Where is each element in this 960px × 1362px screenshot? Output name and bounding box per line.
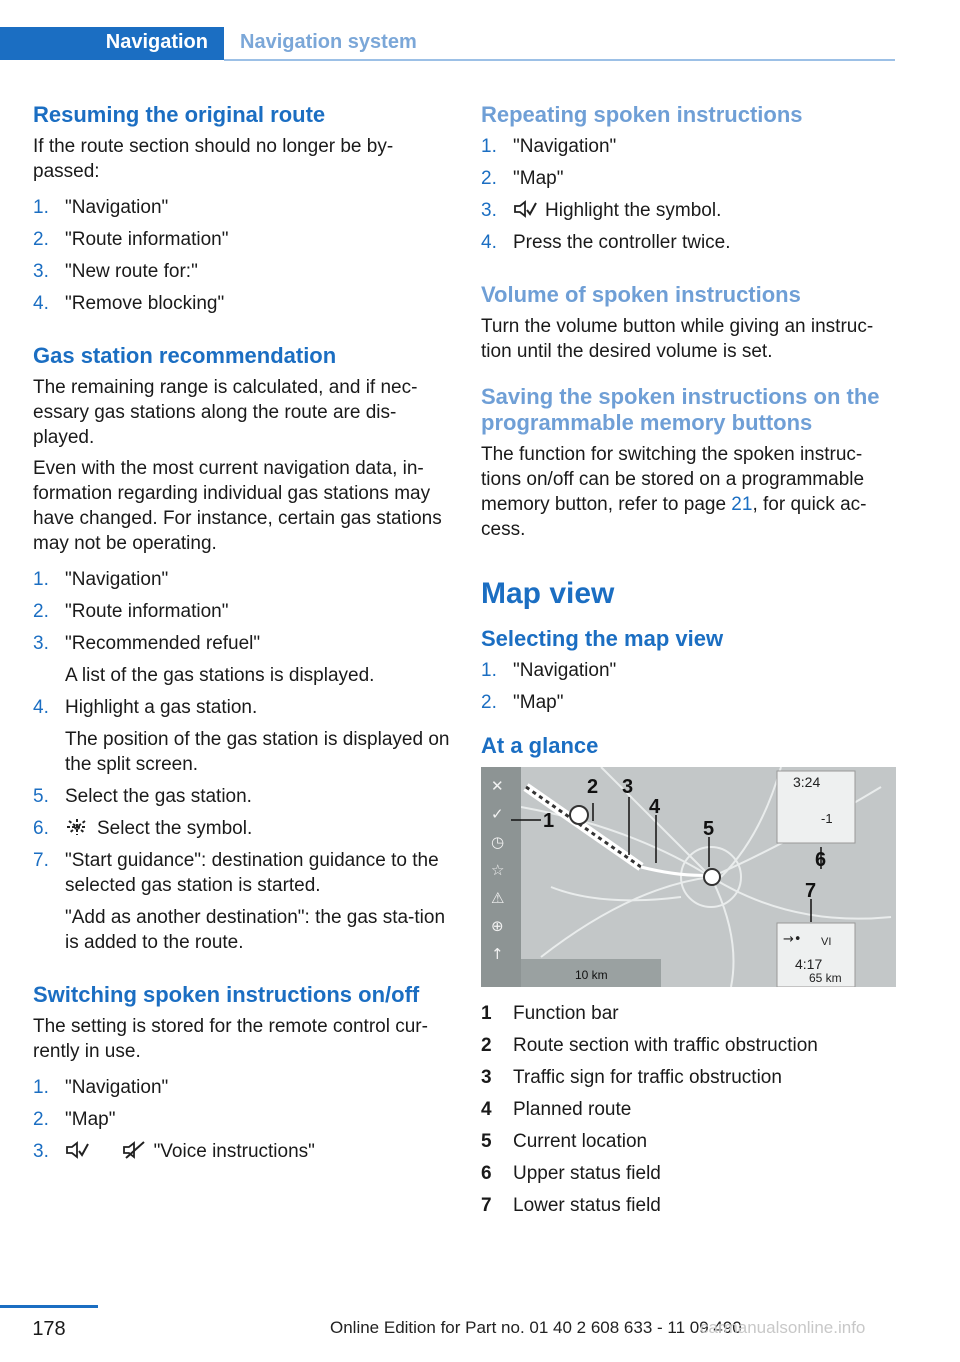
svg-text:2: 2 — [587, 776, 599, 798]
gas-paragraph-1: The remaining range is calculated, and if nec-essary gas stations along the route are dis-played. — [33, 377, 418, 448]
heading-repeat-spoken: Repeating spoken instructions — [481, 102, 803, 127]
list-item-note: "Add as another destination": the gas sta-tion is added to the route. — [65, 907, 446, 953]
map-screenshot — [481, 767, 896, 987]
heading-resume-route: Resuming the original route — [33, 102, 326, 127]
volume-text: Turn the volume button while giving an instruc-tion until the desired volume is set. — [481, 316, 874, 362]
legend-item: 3 Traffic sign for traffic obstruction — [481, 1067, 782, 1088]
legend-item: 1 Function bar — [481, 1003, 619, 1024]
svg-text:✓: ✓ — [491, 805, 504, 823]
voice-on-icon — [65, 1140, 89, 1160]
heading-spoken-instructions: Switching spoken instructions on/off — [33, 982, 420, 1007]
list-item: 6. Select the symbol. — [33, 818, 253, 839]
left-column — [33, 102, 451, 1171]
svg-text:5: 5 — [703, 818, 715, 840]
list-item: 3. "Recommended refuel" A list of the gas stations is displayed. — [33, 631, 451, 688]
svg-text:4: 4 — [649, 796, 661, 818]
legend-item: 4 Planned route — [481, 1099, 632, 1120]
heading-map-view: Map view — [481, 577, 615, 610]
heading-at-a-glance: At a glance — [481, 733, 599, 758]
list-item: 3. "New route for:" — [33, 261, 198, 282]
list-item: 2. "Map" — [481, 168, 564, 189]
heading-gas-station: Gas station recommendation — [33, 343, 337, 368]
svg-text:7: 7 — [805, 880, 817, 902]
list-item: 2. "Route information" — [33, 229, 229, 250]
heading-select-map-view: Selecting the map view — [481, 626, 724, 651]
list-item: 1. "Navigation" — [33, 1077, 169, 1098]
map-graphic — [481, 767, 896, 987]
gas-paragraph-2: Even with the most current navigation data, in-formation regarding individual gas stations may have changed. For instance, certain gas stations may not be operating. — [33, 458, 442, 554]
svg-text:◷: ◷ — [491, 833, 505, 851]
svg-text:⊕: ⊕ — [491, 917, 504, 935]
legend-item: 7 Lower status field — [481, 1195, 661, 1216]
svg-text:10 km: 10 km — [575, 968, 608, 982]
edition-footer: Online Edition for Part no. 01 40 2 608 633 - 11 09 490 — [330, 1318, 742, 1337]
header-rule — [224, 59, 895, 61]
saving-text: The function for switching the spoken instruc-tions on/off can be stored on a programmable memory button, refer to page 21, for quick ac-cess. — [481, 444, 867, 540]
svg-text:4:17: 4:17 — [795, 956, 823, 972]
right-column — [481, 102, 896, 1225]
list-item: 5. Select the gas station. — [33, 786, 252, 807]
list-item: 4. Press the controller twice. — [481, 232, 731, 253]
svg-text:3: 3 — [622, 776, 634, 798]
page-link[interactable]: 21 — [731, 494, 753, 515]
voice-off-icon — [122, 1140, 146, 1160]
svg-text:→•: →• — [783, 932, 802, 947]
list-item: 7. "Start guidance": destination guidance to the selected gas station is started. "Add as another destination": the gas sta-tion is added to the route. — [33, 848, 451, 955]
resume-intro: If the route section should no longer be by-passed: — [33, 136, 394, 182]
legend-item: 5 Current location — [481, 1131, 648, 1152]
svg-text:VI: VI — [821, 936, 832, 948]
list-item: 4. Highlight a gas station. The position of the gas station is displayed on the split screen. — [33, 697, 450, 775]
header-subsection: Navigation system — [240, 31, 417, 53]
list-item: 3. "Voice instructions" — [33, 1141, 315, 1162]
svg-text:⚠: ⚠ — [491, 889, 505, 907]
select-symbol-icon — [65, 817, 89, 837]
heading-volume: Volume of spoken instructions — [481, 282, 801, 307]
svg-text:✕: ✕ — [491, 777, 504, 795]
spoken-intro: The setting is stored for the remote control cur-rently in use. — [33, 1016, 428, 1062]
list-item: 1. "Navigation" — [33, 197, 169, 218]
svg-text:↑: ↑ — [491, 945, 504, 963]
list-item: 1. "Navigation" — [481, 660, 617, 681]
list-item: 2. "Map" — [33, 1109, 116, 1130]
list-item-note: The position of the gas station is displayed on the split screen. — [65, 729, 450, 775]
svg-text:3:24: 3:24 — [793, 774, 821, 790]
list-item-note: A list of the gas stations is displayed. — [65, 665, 375, 686]
watermark: carmanualsonline.info — [700, 1318, 866, 1337]
heading-saving: Saving the spoken instructions on the programmable memory buttons — [481, 384, 880, 435]
list-item: 3. Highlight the symbol. — [481, 200, 722, 221]
list-item: 2. "Route information" — [33, 601, 229, 622]
svg-text:1: 1 — [543, 810, 555, 832]
voice-instructions-icon — [513, 199, 537, 219]
svg-text:65 km: 65 km — [809, 971, 842, 985]
header-section-tab: Navigation — [0, 27, 224, 60]
svg-text:6: 6 — [815, 849, 827, 871]
svg-text:☆: ☆ — [491, 861, 505, 879]
page-number: 178 — [0, 1305, 98, 1341]
list-item: 4. "Remove blocking" — [33, 293, 225, 314]
legend-item: 2 Route section with traffic obstruction — [481, 1035, 818, 1056]
list-item: 2. "Map" — [481, 692, 564, 713]
legend-item: 6 Upper status field — [481, 1163, 661, 1184]
list-item: 1. "Navigation" — [481, 136, 617, 157]
svg-text:-1: -1 — [821, 811, 833, 826]
list-item: 1. "Navigation" — [33, 569, 169, 590]
